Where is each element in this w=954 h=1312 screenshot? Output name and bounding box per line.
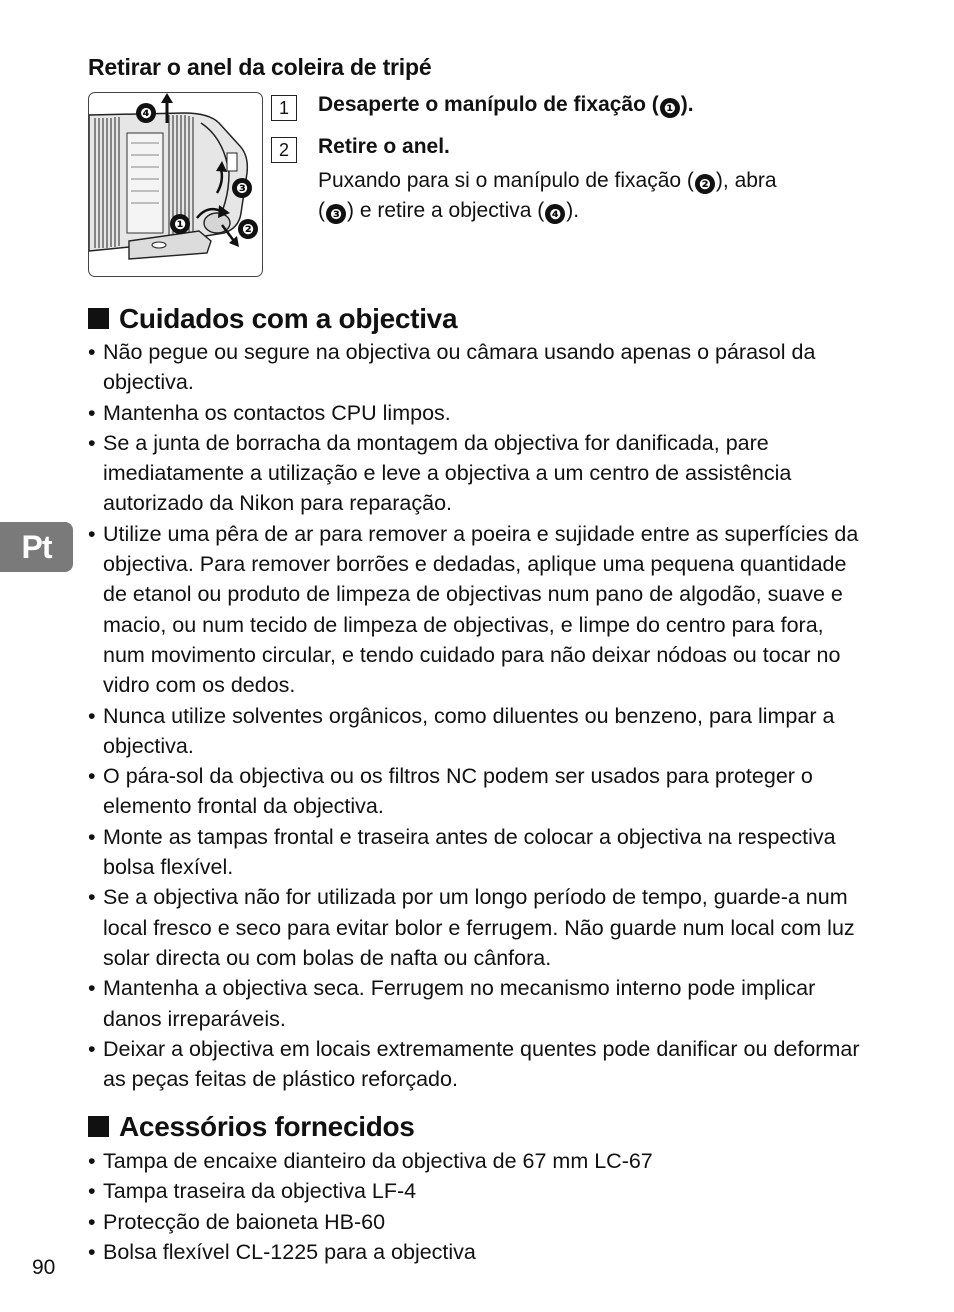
step-title: Desaperte o manípulo de fixação ( ❶ ). xyxy=(318,93,694,116)
subheading: Retirar o anel da coleira de tripé xyxy=(88,54,432,80)
marker-1: ❶ xyxy=(660,98,680,118)
list-item: • Mantenha os contactos CPU limpos. xyxy=(88,398,868,428)
list-item: • Protecção de baioneta HB-60 xyxy=(88,1207,868,1237)
step-number: 2 xyxy=(271,137,297,163)
square-bullet-icon xyxy=(88,308,109,329)
care-list xyxy=(88,337,868,1094)
list-item: • Se a junta de borracha da montagem da objectiva for danificada, pare imediatamente a utilização e leve a objectiva a um centro de assistência autorizado da Nikon para reparação. xyxy=(88,428,868,519)
language-tab: Pt xyxy=(0,522,73,572)
list-item: • Deixar a objectiva em locais extremamente quentes pode danificar ou deformar as peças feitas de plástico reforçado. xyxy=(88,1034,868,1095)
list-item: • Utilize uma pêra de ar para remover a poeira e sujidade entre as superfícies da objectiva. Para remover borrões e dedadas, aplique uma pequena quantidade de etanol ou produto de limpeza de objectivas num pano de algodão, suave e macio, ou num tecido de limpeza de objectivas, e limpe do centro para fora, num movimento circular, e tendo cuidado para não deixar nódoas ou tocar no vidro com os dedos. xyxy=(88,519,868,701)
list-item: • Tampa traseira da objectiva LF-4 xyxy=(88,1176,868,1206)
callout-1: ❶ xyxy=(170,214,190,234)
step-2-line-2: ( ❸ ) e retire a objectiva ( ❹ ). xyxy=(318,199,580,222)
section-heading-accessories: Acessórios fornecidos xyxy=(88,1111,415,1143)
marker-3: ❸ xyxy=(326,204,346,224)
step-number: 1 xyxy=(271,95,297,121)
list-item: • Bolsa flexível CL-1225 para a objectiva xyxy=(88,1237,868,1267)
square-bullet-icon xyxy=(88,1116,109,1137)
step-title: Retire o anel. xyxy=(318,135,450,158)
list-item: • Tampa de encaixe dianteiro da objectiva de 67 mm LC-67 xyxy=(88,1146,868,1176)
step-2-line-1: Puxando para si o manípulo de fixação ( ❷ ), abra xyxy=(318,169,777,192)
list-item: • Monte as tampas frontal e traseira antes de colocar a objectiva na respectiva bolsa flexível. xyxy=(88,822,868,883)
page-number: 90 xyxy=(32,1256,56,1279)
callout-2: ❷ xyxy=(238,219,258,239)
list-item: • Nunca utilize solventes orgânicos, como diluentes ou benzeno, para limpar a objectiva. xyxy=(88,701,868,762)
step-2-body xyxy=(318,166,777,226)
list-item: • Não pegue ou segure na objectiva ou câmara usando apenas o párasol da objectiva. xyxy=(88,337,868,398)
list-item: • O pára-sol da objectiva ou os filtros NC podem ser usados para proteger o elemento frontal da objectiva. xyxy=(88,761,868,822)
lens-illustration xyxy=(88,92,263,277)
callout-3: ❸ xyxy=(232,178,252,198)
list-item: • Se a objectiva não for utilizada por um longo período de tempo, guarde-a num local fresco e seco para evitar bolor e ferrugem. Não guarde num local com luz solar directa ou com bolas de nafta ou cânfora. xyxy=(88,882,868,973)
marker-2: ❷ xyxy=(695,174,715,194)
accessories-list xyxy=(88,1146,868,1267)
marker-4: ❹ xyxy=(545,204,565,224)
list-item: • Mantenha a objectiva seca. Ferrugem no mecanismo interno pode implicar danos irreparáveis. xyxy=(88,973,868,1034)
callout-4: ❹ xyxy=(136,103,156,123)
section-heading-care: Cuidados com a objectiva xyxy=(88,303,457,335)
